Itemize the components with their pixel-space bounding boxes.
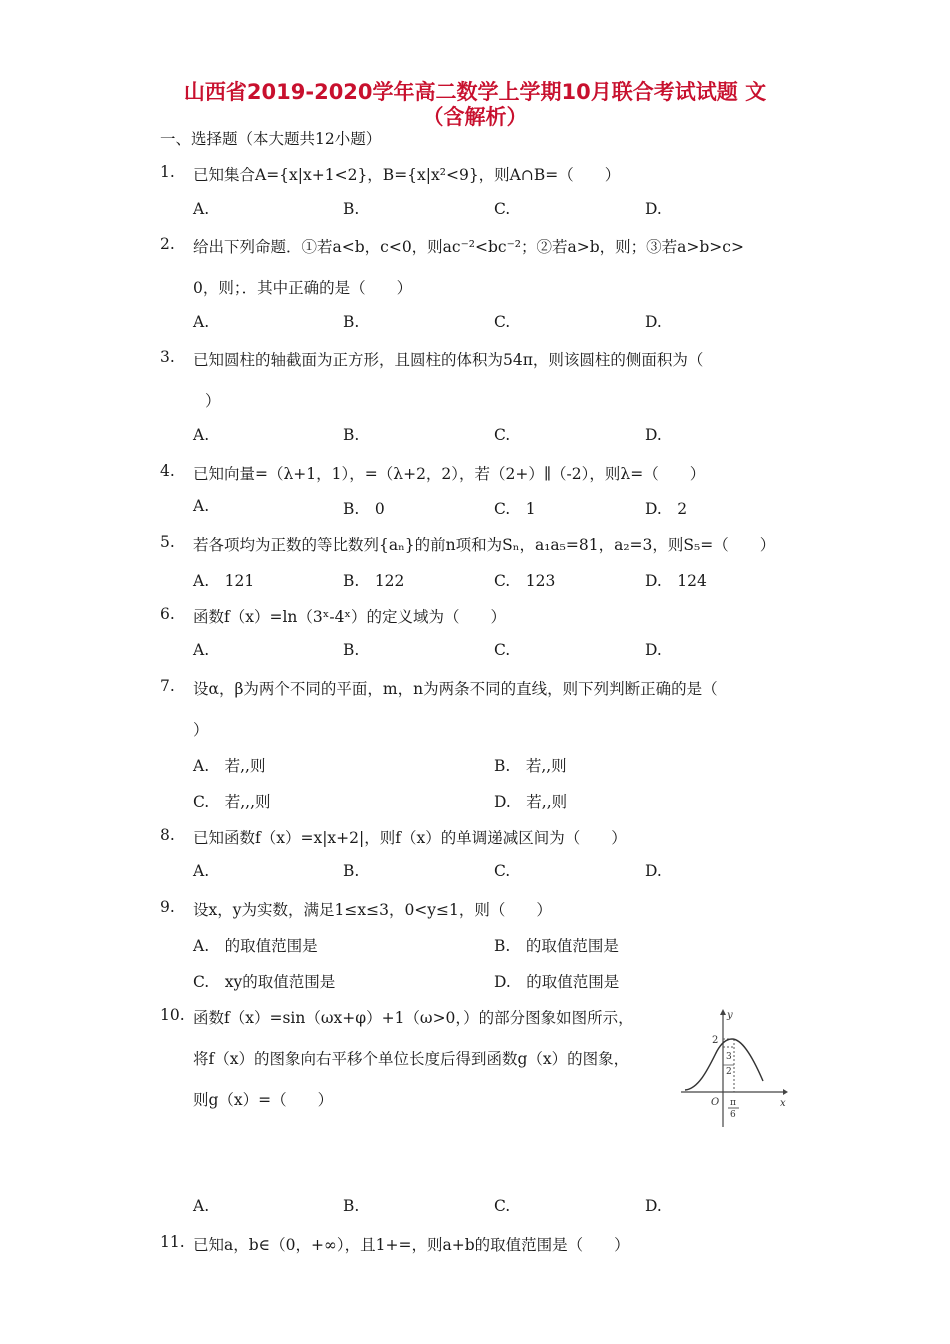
option-b: B. 若,,则 [494,757,567,775]
option-d: D. [645,426,662,444]
section-heading: 一、选择题（本大题共12小题） [160,130,382,148]
question-text: 已知函数f（x）=x|x+2|，则f（x）的单调递减区间为（ ） [193,829,627,847]
sine-graph-figure [677,1005,790,1130]
question-text: 已知a，b∈（0，+∞），且1+=，则a+b的取值范围是（ ） [193,1236,630,1254]
option-b: B. 0 [343,500,385,518]
document-title-line1: 山西省2019-2020学年高二数学上学期10月联合考试试题 文 [183,80,767,104]
question-number: 10. [160,1006,185,1024]
option-b: B. [343,1197,360,1215]
option-d: D. [645,862,662,880]
option-b: B. [343,200,360,218]
option-a: A. [193,1197,210,1215]
option-a: A. [193,313,210,331]
question-text: 设x，y为实数，满足1≤x≤3，0<y≤1，则（ ） [193,901,552,919]
pi-label: π [730,1098,736,1108]
question-number: 6. [160,605,175,623]
question-text-continued: 将f（x）的图象向右平移个单位长度后得到函数g（x）的图象， [193,1050,630,1068]
question-text: 函数f（x）=ln（3ˣ-4ˣ）的定义域为（ ） [193,608,507,626]
option-d: D. 的取值范围是 [494,973,620,991]
option-a: A. [193,862,210,880]
y-axis-arrow [720,1009,726,1015]
option-c: C. [494,426,511,444]
question-number: 9. [160,898,175,916]
option-d: D. [645,1197,662,1215]
question-text-continued: 0，则；．其中正确的是（ ） [193,279,413,297]
option-c: C. 若,,,则 [193,793,271,811]
question-text: 已知圆柱的轴截面为正方形，且圆柱的体积为54π，则该圆柱的侧面积为（ [193,351,704,369]
question-text-continued: ） [193,721,209,739]
option-a: A. 若,,则 [193,757,266,775]
question-text-continued: 则g（x）=（ ） [193,1091,334,1109]
option-d: D. 若,,则 [494,793,568,811]
option-b: B. [343,862,360,880]
fraction-numerator: 3 [726,1052,732,1062]
fraction-denominator: 2 [726,1067,732,1077]
option-c: C. 1 [494,500,536,518]
document-title-line2: （含解析） [422,105,528,129]
x-axis-arrow [783,1089,788,1095]
option-c: C. [494,1197,511,1215]
option-b: B. 122 [343,572,405,590]
question-number: 5. [160,533,175,551]
question-number: 1. [160,163,175,181]
option-d: D. [645,200,662,218]
question-text: 函数f（x）=sin（ωx+φ）+1（ω>0，）的部分图象如图所示， [193,1009,634,1027]
y-axis-label: y [727,1010,733,1021]
option-a: A. [193,200,210,218]
option-a: A. 的取值范围是 [193,937,318,955]
question-text: 给出下列命题．①若a<b，c<0，则ac⁻²<bc⁻²；②若a>b，则；③若a>b>c> [193,238,744,256]
option-c: C. [494,313,511,331]
six-label: 6 [730,1110,736,1120]
question-text: 设α，β为两个不同的平面，m，n为两条不同的直线，则下列判断正确的是（ [193,680,718,698]
option-c: C. [494,641,511,659]
option-c: C. [494,200,511,218]
option-a: A. [193,497,210,515]
x-axis-label: x [780,1098,786,1109]
question-number: 7. [160,677,175,695]
option-c: C. xy的取值范围是 [193,973,336,991]
question-number: 2. [160,235,175,253]
option-d: D. [645,641,662,659]
option-b: B. [343,426,360,444]
option-a: A. 121 [193,572,255,590]
question-text: 已知集合A={x|x+1<2}，B={x|x²<9}，则A∩B=（ ） [193,166,621,184]
option-b: B. [343,641,360,659]
question-text: 若各项均为正数的等比数列{aₙ}的前n项和为Sₙ，a₁a₅=81，a₂=3，则S₅=（ ） [193,536,776,554]
option-c: C. [494,862,511,880]
question-number: 11. [160,1233,185,1251]
question-text-continued: ） [205,392,221,410]
question-number: 8. [160,826,175,844]
option-a: A. [193,641,210,659]
question-text: 已知向量=（λ+1，1），=（λ+2，2），若（2+）∥（-2），则λ=（ ） [193,465,706,483]
option-d: D. 2 [645,500,688,518]
option-d: D. 124 [645,572,707,590]
option-c: C. 123 [494,572,556,590]
option-d: D. [645,313,662,331]
option-b: B. 的取值范围是 [494,937,619,955]
question-number: 4. [160,462,175,480]
tick-label-2: 2 [712,1035,719,1046]
question-number: 3. [160,348,175,366]
option-b: B. [343,313,360,331]
origin-label: O [711,1097,720,1108]
option-a: A. [193,426,210,444]
